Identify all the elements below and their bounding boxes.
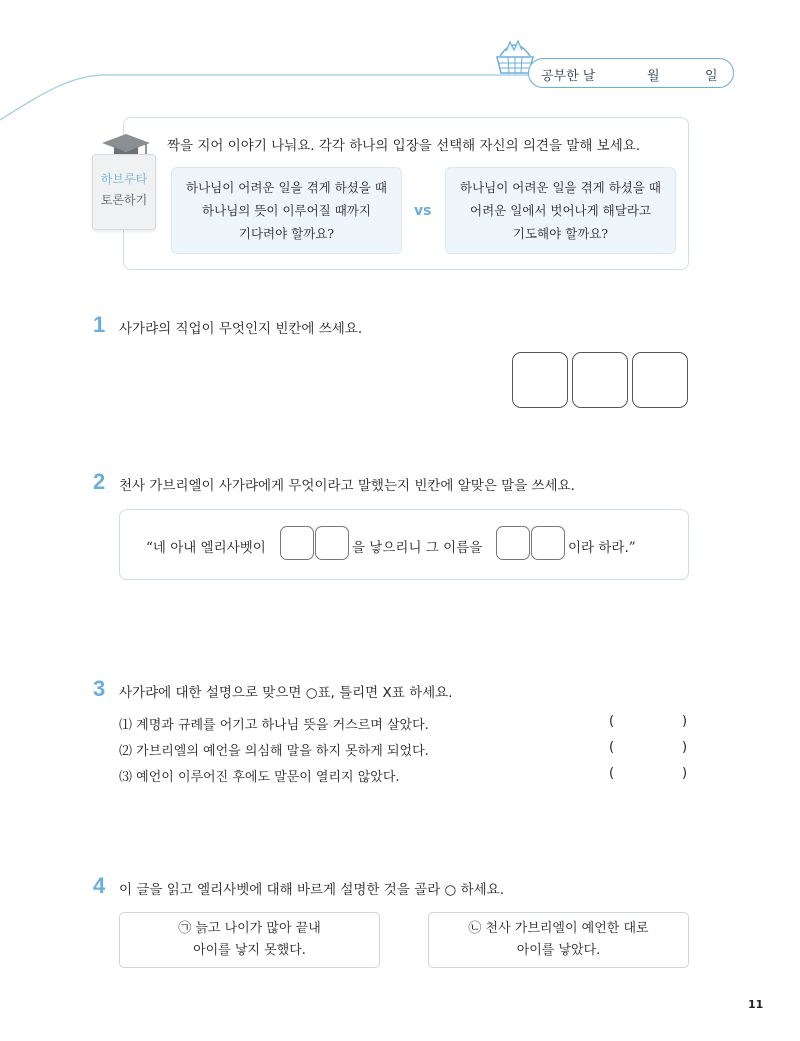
debate-option-right <box>445 167 676 254</box>
debate-title: 짝을 지어 이야기 나눠요. 각각 하나의 입장을 선택해 자신의 의견을 말해 보세요. <box>167 138 641 154</box>
day-label: 일 <box>705 69 718 84</box>
question-3-number: 3 <box>93 676 106 701</box>
month-label: 월 <box>647 69 660 84</box>
answer-paren-close[interactable]: ) <box>682 714 688 729</box>
statement-3: ⑶ 예언이 이루어진 후에도 말문이 열리지 않았다. <box>119 770 400 785</box>
option-left-line: 하나님의 뜻이 이루어질 때까지 <box>202 203 371 218</box>
answer-blank[interactable] <box>572 352 628 408</box>
statement-1: ⑴ 계명과 규례를 어기고 하나님 뜻을 거스르며 살았다. <box>119 718 429 733</box>
page-number: 11 <box>748 998 764 1011</box>
answer-blank[interactable] <box>632 352 688 408</box>
question-2-number: 2 <box>93 469 106 494</box>
choice-a-line: 아이를 낳지 못했다. <box>193 943 306 958</box>
choice-a[interactable] <box>119 912 380 968</box>
option-left-line: 기다려야 할까요? <box>238 226 335 241</box>
option-right-line: 기도해야 할까요? <box>512 226 609 241</box>
question-3-text: 사가랴에 대한 설명으로 맞으면 ○표, 틀리면 X표 하세요. <box>119 685 453 701</box>
vs-label: vs <box>414 203 432 219</box>
option-right-line: 하나님이 어려운 일을 겪게 하셨을 때 <box>460 180 661 195</box>
answer-paren-open[interactable]: ( <box>609 766 615 781</box>
question-4-number: 4 <box>93 873 106 898</box>
answer-paren-close[interactable]: ) <box>682 766 688 781</box>
answer-blank[interactable] <box>531 526 565 560</box>
answer-paren-open[interactable]: ( <box>609 740 615 755</box>
debate-option-left <box>171 167 402 254</box>
answer-paren-close[interactable]: ) <box>682 740 688 755</box>
quote-part-2: 을 낳으리니 그 이름을 <box>352 540 483 556</box>
quote-part-3: 이라 하라.” <box>568 540 636 556</box>
studied-label: 공부한 날 <box>541 69 596 84</box>
debate-tag-line1: 하브루타 <box>100 172 148 186</box>
option-left-line: 하나님이 어려운 일을 겪게 하셨을 때 <box>186 180 387 195</box>
question-1-number: 1 <box>93 312 106 337</box>
answer-blank[interactable] <box>315 526 349 560</box>
answer-blank[interactable] <box>280 526 314 560</box>
choice-b-line: ㉡ 천사 가브리엘이 예언한 대로 <box>468 921 649 936</box>
question-2-text: 천사 가브리엘이 사가랴에게 무엇이라고 말했는지 빈칸에 알맞은 말을 쓰세요. <box>119 478 575 494</box>
debate-tag-line2: 토론하기 <box>100 193 148 207</box>
choice-a-line: ㉠ 늙고 나이가 많아 끝내 <box>178 921 321 936</box>
quote-part-1: “네 아내 엘리사벳이 <box>146 540 266 556</box>
question-1-text: 사가랴의 직업이 무엇인지 빈칸에 쓰세요. <box>119 321 363 337</box>
question-4-text: 이 글을 읽고 엘리사벳에 대해 바르게 설명한 것을 골라 ○ 하세요. <box>119 882 505 898</box>
study-date-field <box>528 58 734 88</box>
answer-paren-open[interactable]: ( <box>609 714 615 729</box>
choice-b[interactable] <box>428 912 689 968</box>
choice-b-line: 아이를 낳았다. <box>516 943 601 958</box>
option-right-line: 어려운 일에서 벗어나게 해달라고 <box>470 203 651 218</box>
statement-2: ⑵ 가브리엘의 예언을 의심해 말을 하지 못하게 되었다. <box>119 744 429 759</box>
debate-tag <box>92 154 156 230</box>
answer-blank[interactable] <box>512 352 568 408</box>
answer-blank[interactable] <box>496 526 530 560</box>
